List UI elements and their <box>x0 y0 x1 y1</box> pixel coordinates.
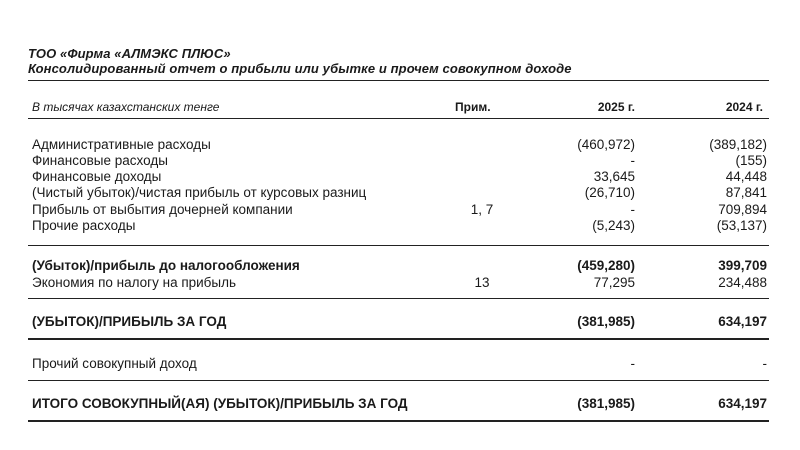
report-title: Консолидированный отчет о прибыли или убытке и прочем совокупном доходе <box>28 61 572 76</box>
row-value-2024: 634,197 <box>718 314 767 329</box>
table-row <box>0 396 800 412</box>
row-value-2024: - <box>762 356 767 371</box>
row-value-2025: - <box>630 153 635 168</box>
total-rule <box>28 338 769 340</box>
subtotal-rule <box>28 245 769 246</box>
row-label: Финансовые расходы <box>32 153 168 168</box>
subtotal-rule <box>28 298 769 299</box>
row-value-2024: 709,894 <box>718 202 767 217</box>
subtotal-rule <box>28 380 769 381</box>
row-label: (УБЫТОК)/ПРИБЫЛЬ ЗА ГОД <box>32 314 227 329</box>
row-label: Экономия по налогу на прибыль <box>32 275 237 290</box>
row-label: Прочие расходы <box>32 218 136 233</box>
row-value-2024: 234,488 <box>718 275 767 290</box>
total-rule <box>28 420 769 422</box>
column-header-2024: 2024 г. <box>725 100 763 114</box>
row-value-2025: 33,645 <box>593 169 635 184</box>
row-value-2024: (389,182) <box>709 137 767 152</box>
column-header-2025: 2025 г. <box>597 100 635 114</box>
table-row <box>0 314 800 330</box>
header-rule <box>28 118 769 119</box>
row-value-2024: 634,197 <box>718 396 767 411</box>
row-value-2024: 44,448 <box>725 169 767 184</box>
table-row <box>0 169 800 185</box>
row-label: Административные расходы <box>32 137 211 152</box>
table-row <box>0 356 800 372</box>
title-underline <box>28 80 769 81</box>
row-label: Прибыль от выбытия дочерней компании <box>32 202 293 217</box>
table-row <box>0 137 800 153</box>
row-label: Финансовые доходы <box>32 169 162 184</box>
table-row <box>0 258 800 274</box>
row-value-2025: (459,280) <box>577 258 635 273</box>
row-label: (Убыток)/прибыль до налогообложения <box>32 258 300 273</box>
row-label: Прочий совокупный доход <box>32 356 197 371</box>
row-value-2025: (5,243) <box>592 218 635 233</box>
row-value-2025: - <box>630 202 635 217</box>
row-value-2024: 399,709 <box>718 258 767 273</box>
row-value-2025: (381,985) <box>577 314 635 329</box>
row-value-2025: (381,985) <box>577 396 635 411</box>
row-value-2024: (155) <box>735 153 767 168</box>
row-value-2025: 77,295 <box>593 275 635 290</box>
column-header-units: В тысячах казахстанских тенге <box>32 100 220 114</box>
column-header-note: Прим. <box>455 100 491 114</box>
row-note: 1, 7 <box>470 202 494 217</box>
company-name: ТОО «Фирма «АЛМЭКС ПЛЮС» <box>28 46 231 61</box>
row-label: ИТОГО СОВОКУПНЫЙ(АЯ) (УБЫТОК)/ПРИБЫЛЬ ЗА ГОД <box>32 396 408 411</box>
row-label: (Чистый убыток)/чистая прибыль от курсовых разниц <box>32 185 367 200</box>
table-row <box>0 275 800 291</box>
row-value-2025: (26,710) <box>584 185 635 200</box>
table-row <box>0 202 800 218</box>
table-row <box>0 153 800 169</box>
row-value-2025: (460,972) <box>577 137 635 152</box>
row-value-2024: 87,841 <box>725 185 767 200</box>
row-note: 13 <box>474 275 490 290</box>
table-row <box>0 185 800 201</box>
table-row <box>0 218 800 234</box>
row-value-2024: (53,137) <box>716 218 767 233</box>
row-value-2025: - <box>630 356 635 371</box>
